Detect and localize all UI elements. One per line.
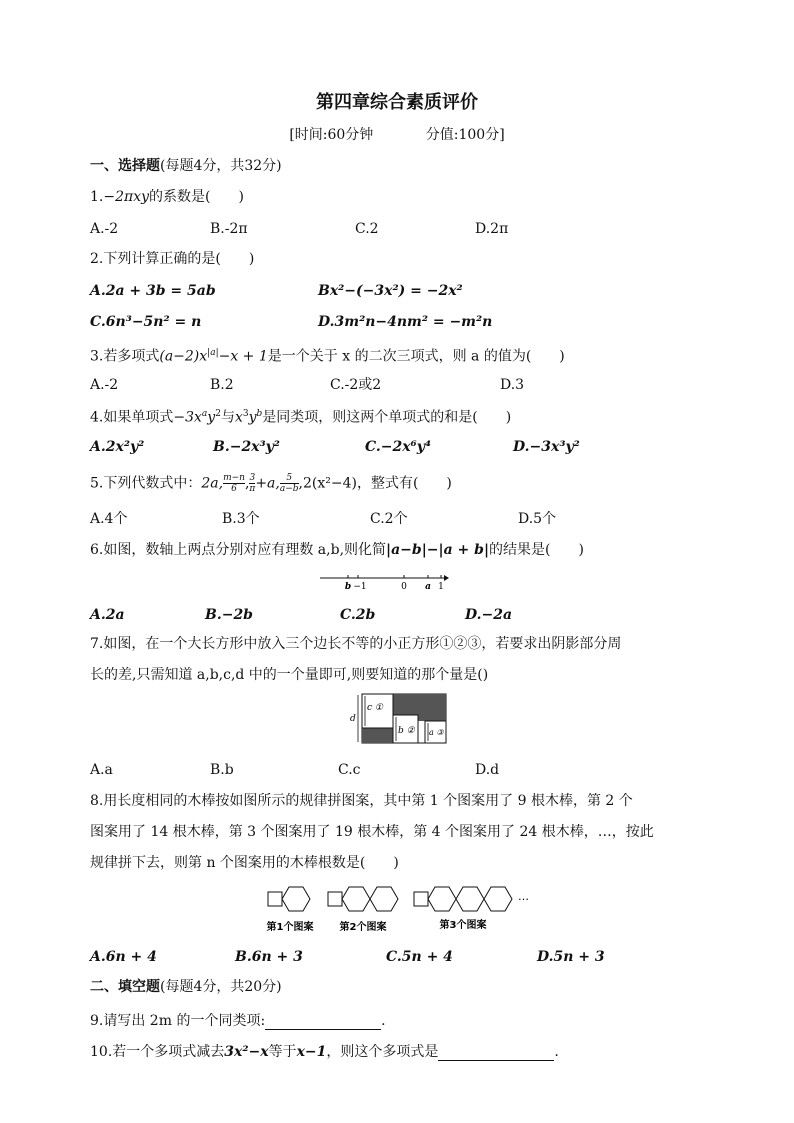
question-1: 1.−2πxy的系数是( ) (90, 189, 244, 205)
q5-option-d: D.5个 (518, 511, 557, 527)
axis-label-0: 0 (401, 582, 407, 592)
pattern-2-label: 第2个图案 (339, 922, 387, 933)
q2-option-d: D.3m²n−4nm² = −m²n (318, 314, 493, 330)
axis-label-b: b (344, 582, 352, 592)
q3-option-a: A.-2 (90, 377, 119, 393)
section-2-heading: 二、填空题(每题4分，共20分) (90, 979, 282, 995)
axis-label-1: 1 (438, 582, 444, 592)
q7-option-c: C.c (338, 762, 361, 778)
pattern-figure (262, 882, 538, 936)
q8-option-c: C.5n + 4 (386, 949, 453, 965)
q1-option-c: C.2 (355, 221, 379, 237)
question-7-line-1: 7.如图，在一个大长方形中放入三个边长不等的小正方形①②③，若要求出阴影部分周 (90, 636, 622, 652)
pattern-1-label: 第1个图案 (266, 922, 314, 933)
question-2: 2.下列计算正确的是( ) (90, 251, 255, 267)
question-3: 3.若多项式$(a-2)x^{|a|}-x + 1$是一个关于 x 的二次三项式，则 a 的值为( ) (90, 348, 565, 365)
pattern-ellipsis: … (518, 890, 529, 903)
q1-option-a: A.-2 (90, 221, 119, 237)
fraction-2: $\frac{3}{\pi}$ (249, 473, 256, 494)
number-line-figure (318, 570, 450, 592)
label-d: d (350, 714, 356, 724)
q7-option-a: A.a (90, 762, 113, 778)
question-4: 4.如果单项式$-3x^ay^2$与$x^3y^b$是同类项，则这两个单项式的和是( ) (90, 409, 512, 426)
squares-figure (348, 693, 448, 745)
q6-option-c: C.2b (340, 607, 376, 623)
q4-option-b: B.−2x³y² (213, 439, 280, 455)
section-1-heading: 一、选择题(每题4分，共32分) (90, 158, 282, 174)
q7-option-b: B.b (210, 762, 234, 778)
q4-option-a: A.2x²y² (90, 439, 145, 455)
axis-label-neg1: −1 (353, 582, 367, 592)
q3-option-c: C.-2或2 (330, 377, 382, 393)
pattern-3-label: 第3个图案 (439, 920, 487, 931)
q5-option-c: C.2个 (370, 511, 408, 527)
axis-label-a: a (425, 582, 431, 592)
q2-option-b: Bx²−(−3x²) = −2x² (318, 283, 463, 299)
label-c-1: c ① (367, 703, 383, 713)
q9-answer-blank[interactable] (265, 1015, 381, 1030)
fraction-3: $\frac{5}{a-b}$ (279, 473, 299, 494)
question-8-line-2: 图案用了 14 根木棒，第 3 个图案用了 19 根木棒，第 4 个图案用了 24 根木棒，…，按此 (90, 824, 654, 840)
q2-option-a: A.2a + 3b = 5ab (90, 283, 216, 299)
question-9: 9.请写出 2m 的一个同类项: . (90, 1013, 386, 1029)
question-8-line-1: 8.用长度相同的木棒按如图所示的规律拼图案，其中第 1 个图案用了 9 根木棒，第 2 个 (90, 793, 633, 809)
fraction-1: $\frac{m-n}{6}$ (223, 473, 245, 494)
q5-option-a: A.4个 (90, 511, 128, 527)
total-score: 分值:100分] (425, 127, 505, 143)
q1-option-b: B.-2π (210, 221, 248, 237)
q3-option-d: D.3 (500, 377, 525, 393)
q2-option-c: C.6n³−5n² = n (90, 314, 202, 330)
question-8-line-3: 规律拼下去，则第 n 个图案用的木棒根数是( ) (90, 855, 399, 871)
q6-option-d: D.−2a (465, 607, 513, 623)
q1-option-d: D.2π (475, 221, 509, 237)
q6-option-b: B.−2b (205, 607, 253, 623)
q8-option-d: D.5n + 3 (537, 949, 605, 965)
question-10: 10.若一个多项式减去3x²−x等于x−1，则这个多项式是 . (90, 1044, 559, 1060)
q4-option-c: C.−2x⁶y⁴ (365, 439, 431, 455)
q5-option-b: B.3个 (222, 511, 260, 527)
question-6: 6.如图，数轴上两点分别对应有理数 a,b,则化简|a−b|−|a + b|的结果是( ) (90, 542, 584, 558)
label-a-3: a ③ (429, 728, 444, 737)
q3-option-b: B.2 (210, 377, 234, 393)
q8-option-a: A.6n + 4 (90, 949, 157, 965)
q8-option-b: B.6n + 3 (235, 949, 303, 965)
q10-answer-blank[interactable] (438, 1046, 554, 1061)
q6-option-a: A.2a (90, 607, 125, 623)
question-7-line-2: 长的差,只需知道 a,b,c,d 中的一个量即可,则要知道的那个量是() (90, 667, 489, 683)
page-title: 第四章综合素质评价 (316, 92, 478, 113)
q7-option-d: D.d (475, 762, 500, 778)
time-limit: [时间:60分钟 (289, 127, 374, 143)
exam-meta (0, 124, 794, 144)
label-b-2: b ② (398, 726, 415, 736)
q4-option-d: D.−3x³y² (513, 439, 580, 455)
question-5: 5.下列代数式中：2a, $\frac{m-n}{6}$ , $\frac{3}{\pi}$ +a, $\frac{5}{a-b}$ ,2(x²−4)，整式有( ) (90, 473, 452, 494)
